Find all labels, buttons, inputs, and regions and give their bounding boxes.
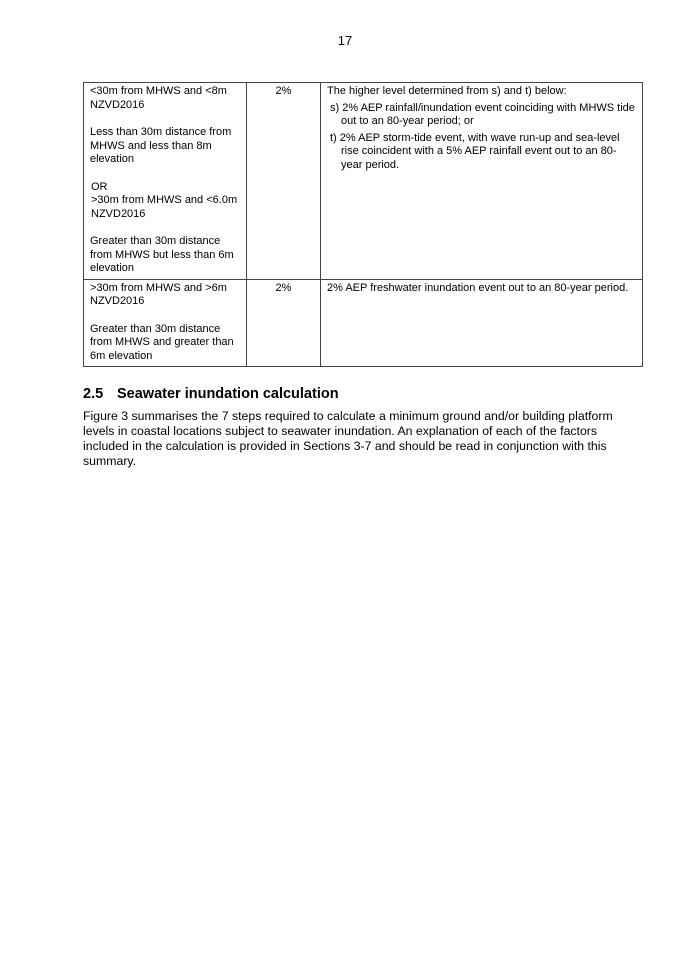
criteria-description: Greater than 30m distance from MHWS but less than 6m elevation bbox=[90, 235, 234, 274]
design-event-cell: 2% AEP freshwater inundation event out to an 80-year period. bbox=[321, 279, 643, 367]
location-criteria-cell bbox=[84, 83, 247, 280]
inundation-criteria-table bbox=[83, 82, 643, 367]
section-body-paragraph: Figure 3 summarises the 7 steps required to calculate a minimum ground and/or building platform levels in coastal locations subject to seawater inundation. An explanation of each of the factors included in the calculation is provided in Sections 3-7 and should be read in conjunction with this summary. bbox=[83, 409, 613, 468]
section-number: 2.5 bbox=[83, 386, 104, 402]
criteria-line: >30m from MHWS and <6.0m NZVD2016 bbox=[91, 194, 238, 220]
aep-cell: 2% bbox=[247, 279, 321, 367]
page-number: 17 bbox=[337, 33, 353, 48]
design-event-item-t: t) 2% AEP storm-tide event, with wave run-up and sea-level rise coincident with a 5% AEP rainfall event out to an 80-year period. bbox=[330, 131, 620, 171]
criteria-description: Greater than 30m distance from MHWS and greater than 6m elevation bbox=[90, 322, 234, 362]
criteria-line: <30m from MHWS and <8m NZVD2016 bbox=[90, 85, 227, 111]
design-event-item-s: s) 2% AEP rainfall/inundation event coinciding with MHWS tide out to an 80-year period; or bbox=[330, 101, 635, 127]
table-row bbox=[84, 83, 643, 280]
section-heading bbox=[83, 386, 339, 402]
table-row bbox=[84, 279, 643, 367]
design-event-intro: The higher level determined from s) and t) below: bbox=[327, 85, 567, 97]
design-event-cell bbox=[321, 83, 643, 280]
section-title: Seawater inundation calculation bbox=[117, 386, 339, 402]
location-criteria-cell bbox=[84, 279, 247, 367]
criteria-or: OR bbox=[91, 180, 108, 193]
criteria-line: >30m from MHWS and >6m NZVD2016 bbox=[90, 281, 227, 307]
criteria-description: Less than 30m distance from MHWS and less than 8m elevation bbox=[90, 126, 232, 165]
aep-cell: 2% bbox=[247, 83, 321, 280]
